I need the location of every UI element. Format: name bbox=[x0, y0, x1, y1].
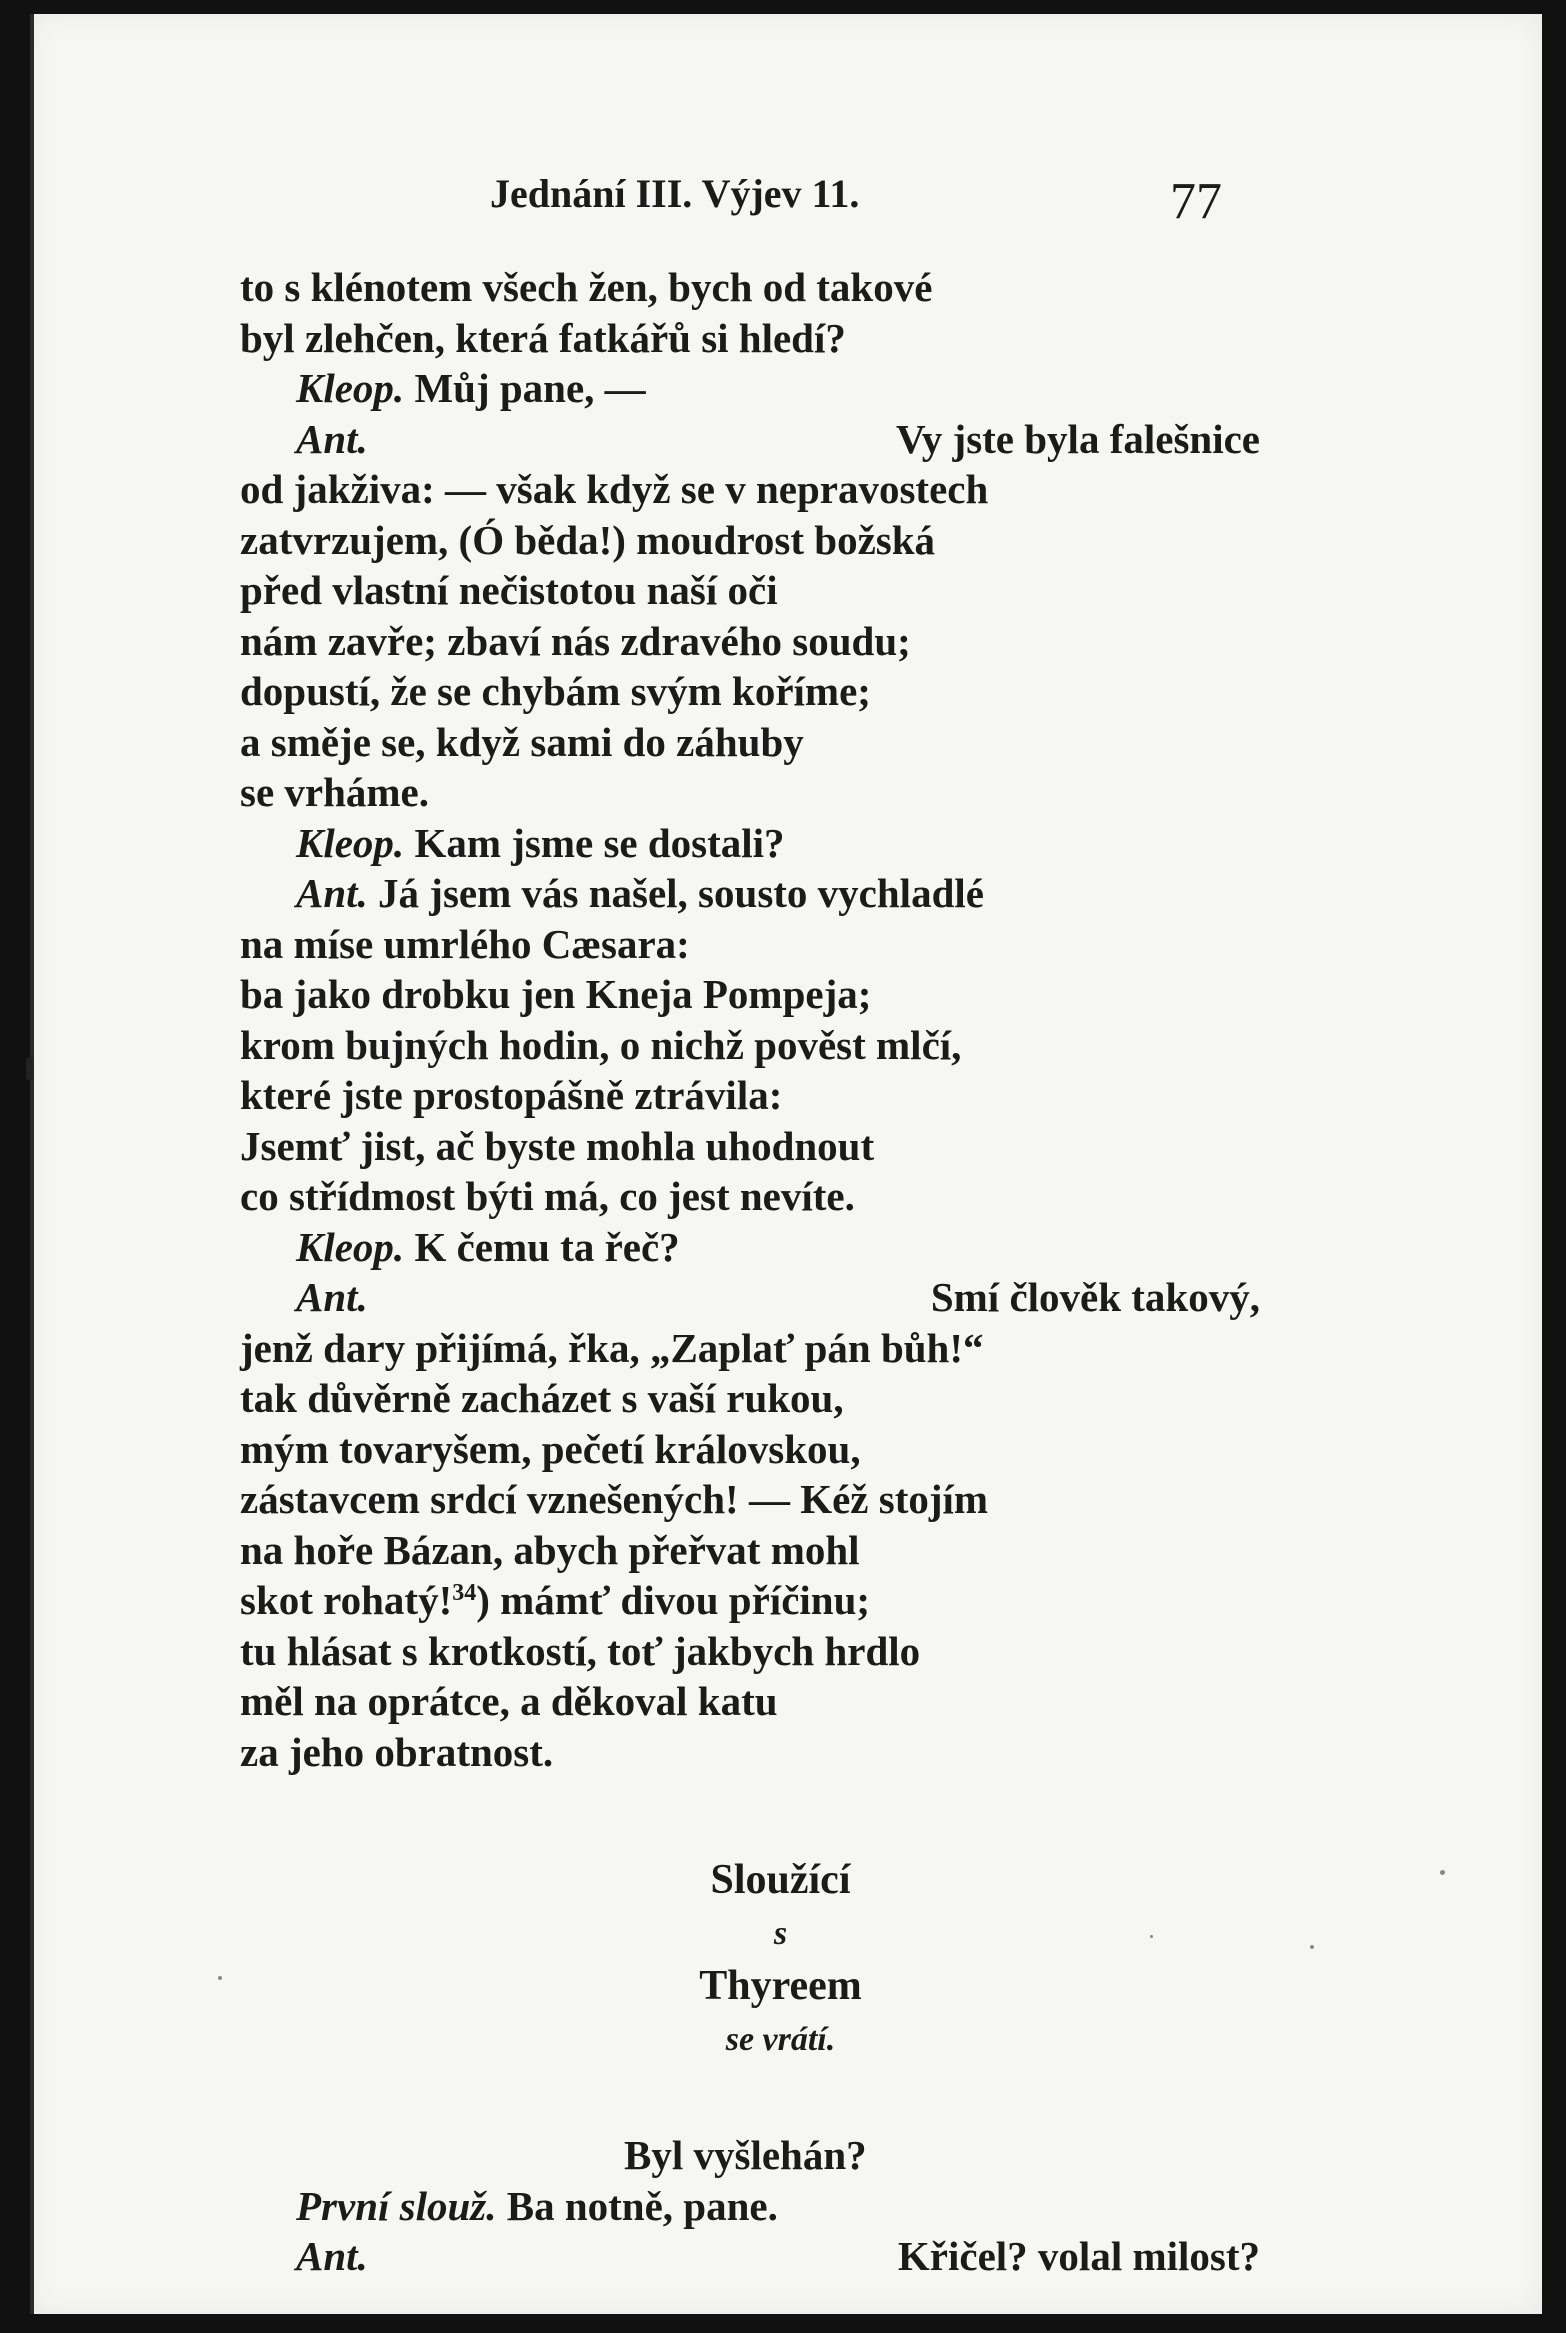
verse-text: Já jsem vás našel, sousto vychladlé bbox=[378, 870, 984, 916]
verse-line bbox=[240, 1575, 1260, 1626]
speaker-name: Ant. bbox=[296, 1274, 368, 1320]
verse-line bbox=[240, 2130, 1260, 2181]
verse-text: Smí člověk takový, bbox=[930, 1274, 1260, 1320]
verse-text: skot rohatý! bbox=[240, 1577, 453, 1623]
verse-line bbox=[240, 919, 1260, 970]
speaker-name: První slouž. bbox=[296, 2182, 497, 2229]
speaker-name: Kleop. bbox=[296, 1223, 405, 1270]
verse-line bbox=[240, 868, 1260, 919]
verse-text: K čemu ta řeč? bbox=[414, 1223, 680, 1270]
verse-text: byl zlehčen, která fatkářů si hledí? bbox=[240, 314, 846, 361]
verse-text: to s klénotem všech žen, bych od takové bbox=[240, 264, 933, 310]
verse-text: Vy jste byla falešnice bbox=[895, 415, 1260, 462]
verse-line bbox=[240, 1626, 1260, 1677]
verse-line bbox=[240, 1727, 1260, 1778]
verse-line bbox=[240, 1525, 1260, 1576]
verse-text: ba jako drobku jen Kneja Pompeja; bbox=[240, 971, 872, 1017]
verse-line bbox=[240, 464, 1260, 515]
verse-text: co střídmost býti má, co jest nevíte. bbox=[240, 1173, 855, 1219]
verse-line bbox=[240, 1474, 1260, 1525]
page-edge bbox=[30, 14, 34, 2314]
verse-lines bbox=[240, 262, 1260, 1777]
verse-text: tak důvěrně zacházet s vaší rukou, bbox=[240, 1375, 844, 1421]
stage-direction-action: se vrátí. bbox=[725, 2021, 836, 2058]
verse-text: Kam jsme se dostali? bbox=[414, 819, 785, 866]
verse-text: se vrháme. bbox=[240, 769, 430, 815]
verse-text: které jste prostopášně ztrávila: bbox=[240, 1072, 783, 1118]
page-number: 77 bbox=[1170, 173, 1222, 230]
verse-line bbox=[240, 1070, 1260, 1121]
verse-text: dopustí, že se chybám svým koříme; bbox=[240, 668, 871, 714]
verse-line bbox=[240, 1171, 1260, 1222]
verse-text: Jsemť jist, ač byste mohla uhodnout bbox=[240, 1122, 875, 1169]
verse-text: Ba notně, pane. bbox=[506, 2182, 778, 2229]
stage-direction bbox=[240, 1803, 1260, 2116]
verse-line bbox=[240, 565, 1260, 616]
verse-text: měl na oprátce, a děkoval katu bbox=[240, 1678, 778, 1724]
verse-text: tu hlásat s krotkostí, toť jakbych hrdlo bbox=[240, 1627, 921, 1674]
verse-text-cont: ) mámť divou příčinu; bbox=[476, 1577, 871, 1623]
verse-line bbox=[240, 2231, 1260, 2282]
verse-line bbox=[240, 313, 1260, 364]
verse-text: na míse umrlého Cæsara: bbox=[240, 920, 690, 967]
running-title: Jednání III. Výjev 11. bbox=[490, 171, 860, 216]
verse-line bbox=[240, 1272, 1260, 1323]
verse-text: od jakživa: — však když se v nepravostech bbox=[240, 466, 989, 512]
verse-line bbox=[240, 717, 1260, 768]
stage-direction-character: Sloužící bbox=[710, 1856, 851, 1903]
verse-text: Křičel? volal milost? bbox=[897, 2233, 1260, 2279]
verse-text: Byl vyšlehán? bbox=[624, 2132, 867, 2178]
verse-line bbox=[240, 767, 1260, 818]
verse-text: na hoře Bázan, abych přeřvat mohl bbox=[240, 1526, 860, 1573]
verse-line bbox=[240, 262, 1260, 313]
speck bbox=[1150, 1935, 1153, 1938]
speaker-name: Kleop. bbox=[296, 365, 405, 411]
speaker-name: Ant. bbox=[296, 870, 368, 916]
verse-line bbox=[240, 818, 1260, 869]
verse-text: zatvrzujem, (Ó běda!) moudrost božská bbox=[240, 516, 936, 563]
verse-text: mým tovaryšem, pečetí královskou, bbox=[240, 1425, 861, 1472]
verse-line bbox=[240, 1424, 1260, 1475]
verse-line bbox=[240, 616, 1260, 667]
stage-direction-character-2: Thyreem bbox=[699, 1962, 862, 2009]
speaker-name: Kleop. bbox=[296, 819, 405, 866]
speck bbox=[1440, 1870, 1445, 1875]
verse-line bbox=[240, 2181, 1260, 2232]
verse-line bbox=[240, 1373, 1260, 1424]
verse-line bbox=[240, 1222, 1260, 1273]
verse-line bbox=[240, 1121, 1260, 1172]
speck bbox=[218, 1976, 222, 1980]
footnote-ref: 34 bbox=[452, 1580, 477, 1606]
verse-text: nám zavře; zbaví nás zdravého soudu; bbox=[240, 617, 911, 664]
verse-line bbox=[240, 414, 1260, 465]
verse-line bbox=[240, 515, 1260, 566]
speaker-name: Ant. bbox=[296, 415, 368, 462]
verse-text: zástavcem srdcí vznešených! — Kéž stojím bbox=[240, 1476, 989, 1522]
verse-text: Můj pane, — bbox=[414, 365, 646, 411]
margin-mark bbox=[26, 1058, 33, 1080]
speaker-name: Ant. bbox=[296, 2233, 368, 2279]
verse-line bbox=[240, 1676, 1260, 1727]
verse-text: za jeho obratnost. bbox=[240, 1728, 554, 1775]
stage-direction-word: s bbox=[773, 1915, 788, 1952]
verse-line bbox=[240, 969, 1260, 1020]
verse-line bbox=[240, 1020, 1260, 1071]
verse-line bbox=[240, 1323, 1260, 1374]
verse-line bbox=[240, 666, 1260, 717]
verse-text: před vlastní nečistotou naší oči bbox=[240, 567, 778, 613]
play-text bbox=[240, 262, 1260, 2282]
verse-text: jenž dary přijímá, řka, „Zaplať pán bůh!“ bbox=[240, 1324, 984, 1371]
verse-lines-after bbox=[240, 2130, 1260, 2282]
verse-text: krom bujných hodin, o nichž pověst mlčí, bbox=[240, 1021, 962, 1068]
verse-text: a směje se, když sami do záhuby bbox=[240, 718, 804, 765]
verse-line bbox=[240, 363, 1260, 414]
speck bbox=[1310, 1945, 1314, 1949]
